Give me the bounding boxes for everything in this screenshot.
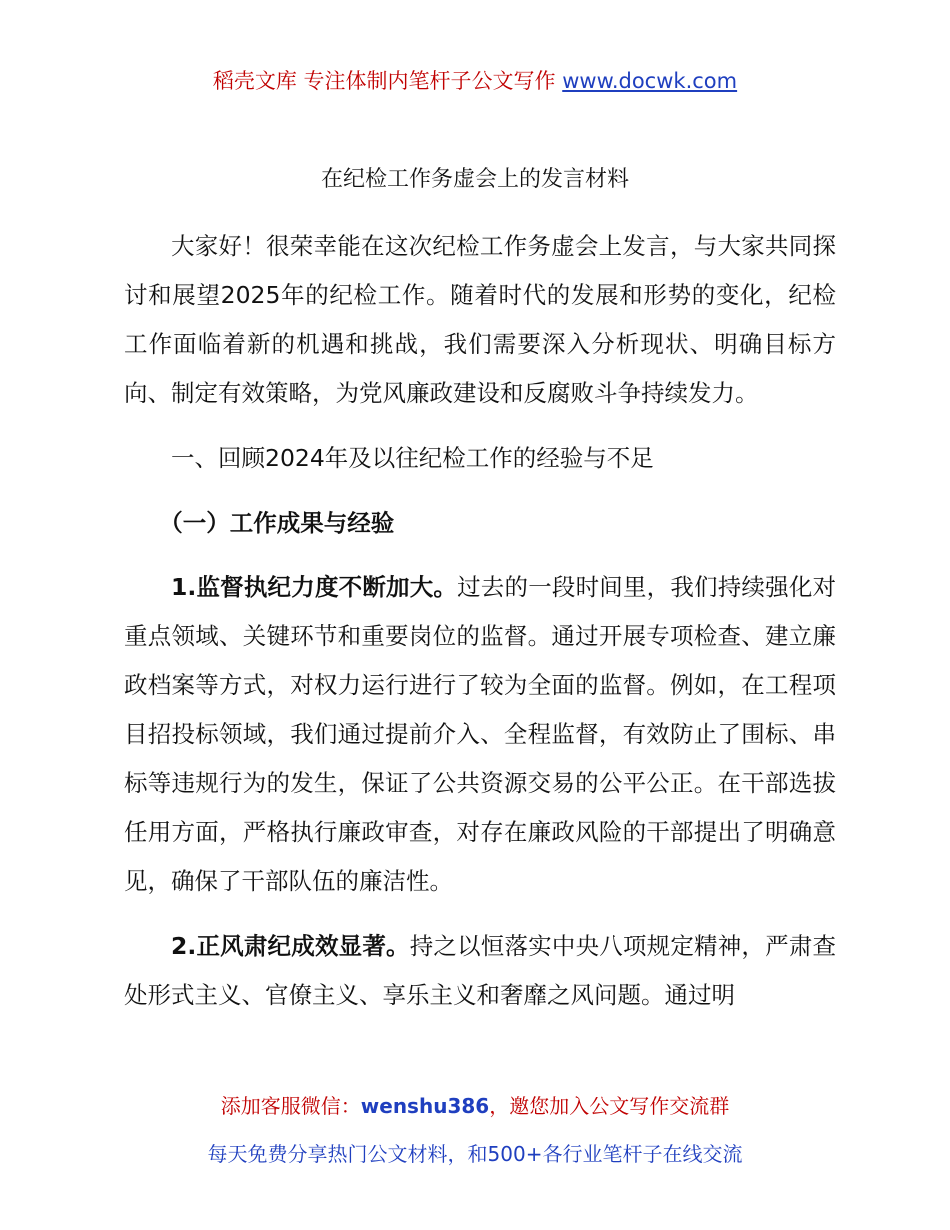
footer-suffix: ，邀您加入公文写作交流群 <box>489 1094 730 1118</box>
subsection-heading: （一）工作成果与经验 <box>159 508 395 537</box>
site-header <box>0 66 950 96</box>
brand-text: 稻壳文库 专注体制内笔杆子公文写作 <box>212 69 563 93</box>
item-body-1: 过去的一段时间里，我们持续强化对重点领域、关键环节和重要岗位的监督。通过开展专项检查、建立廉政档案等方式，对权力运行进行了较为全面的监督。例如，在工程项目招投标领域，我们通过提前介入、全程监督，有效防止了围标、串标等违规行为的发生，保证了公共资源交易的公平公正。在干部选拔任用方面，严格执行廉政审查，对存在廉政风险的干部提出了明确意见，确保了干部队伍的廉洁性。 <box>124 573 837 895</box>
item-paragraph-2 <box>124 922 836 1020</box>
item-paragraph-1 <box>124 563 836 905</box>
site-link[interactable]: www.docwk.com <box>562 69 738 93</box>
item-heading-1: 1.监督执纪力度不断加大。 <box>171 573 458 602</box>
intro-paragraph: 大家好！很荣幸能在这次纪检工作务虚会上发言，与大家共同探讨和展望2025年的纪检工作。随着时代的发展和形势的变化，纪检工作面临着新的机遇和挑战，我们需要深入分析现状、明确目标方向、制定有效策略，为党风廉政建设和反腐败斗争持续发力。 <box>124 232 836 407</box>
footer-prefix: 添加客服微信： <box>220 1094 361 1118</box>
document-body <box>124 222 836 1020</box>
document-title: 在纪检工作务虚会上的发言材料 <box>320 167 629 192</box>
section-heading: 一、回顾2024年及以往纪检工作的经验与不足 <box>171 443 654 472</box>
wechat-id: wenshu386 <box>360 1094 490 1118</box>
item-heading-2: 2.正风肃纪成效显著。 <box>171 931 410 960</box>
footer-wechat-line <box>0 1091 950 1121</box>
footer-share-line: 每天免费分享热门公文材料，和500+各行业笔杆子在线交流 <box>207 1142 743 1166</box>
item-body-2: 持之以恒落实中央八项规定精神，严肃查处形式主义、官僚主义、享乐主义和奢靡之风问题。通过明 <box>124 931 837 1009</box>
